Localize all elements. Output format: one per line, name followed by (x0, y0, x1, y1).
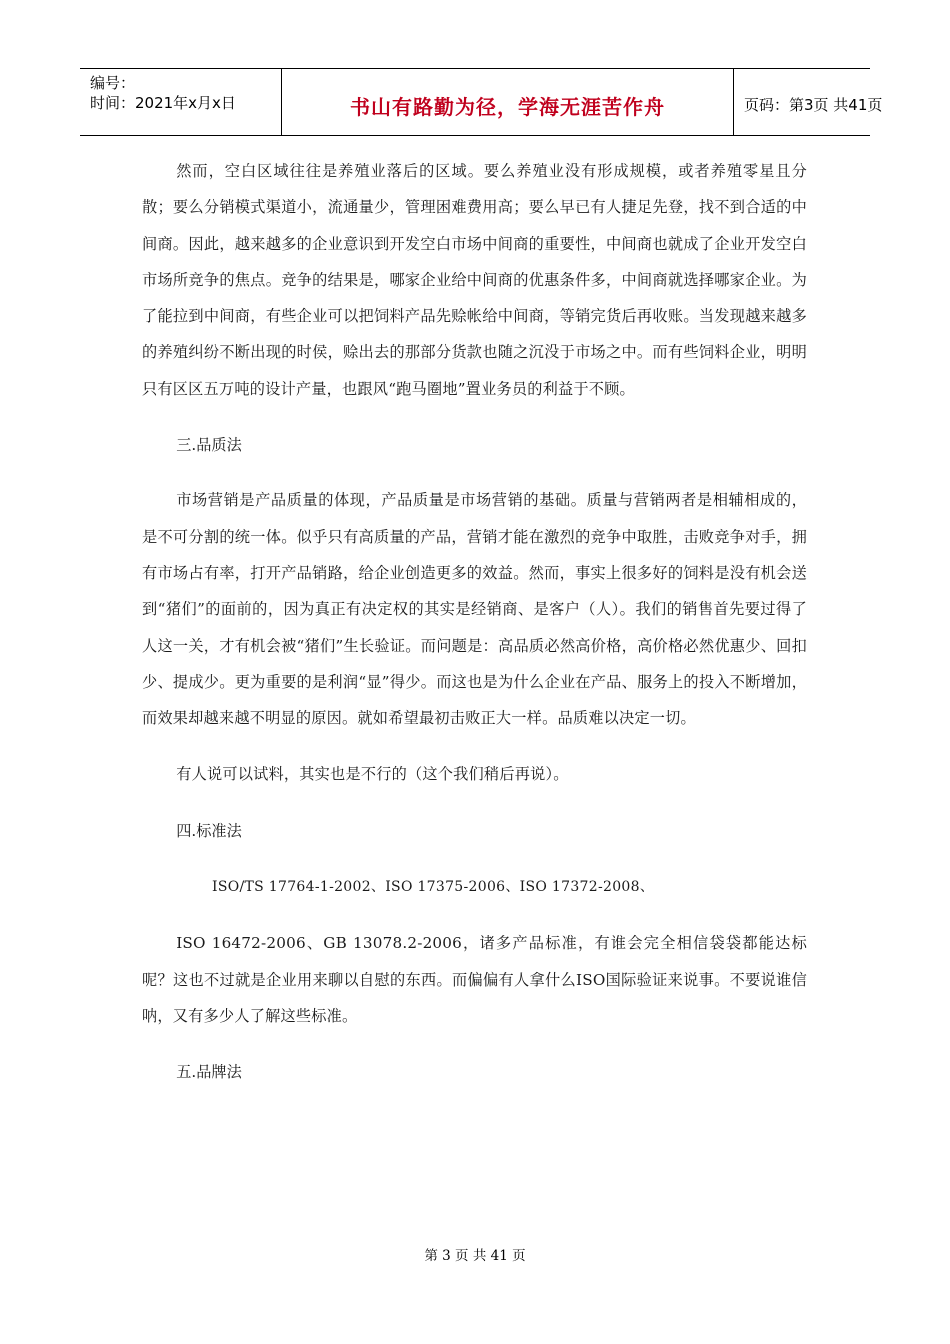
page-footer: 第 3 页 共 41 页 (424, 1248, 526, 1264)
paragraph-quality: 市场营销是产品质量的体现，产品质量是市场营销的基础。质量与营销两者是相辅相成的，是不可分割的统一体。似乎只有高质量的产品，营销才能在激烈的竞争中取胜，击败竞争对手，拥有市场占有率，打开产品销路，给企业创造更多的效益。然而，事实上很多好的饲料是没有机会送到“猪们”的面前的，因为真正有决定权的其实是经销商、是客户（人）。我们的销售首先要过得了人这一关，才有机会被“猪们”生长验证。而问题是：高品质必然高价格，高价格必然优惠少、回扣少、提成少。更为重要的是利润“显”得少。而这也是为什么企业在产品、服务上的投入不断增加，而效果却越来越不明显的原因。就如希望最初击败正大一样。品质难以决定一切。 (142, 491, 807, 728)
paragraph-trial-feed: 有人说可以试料，其实也是不行的（这个我们稍后再说）。 (176, 765, 569, 784)
document-date: 时间：2021年x月x日 (90, 94, 236, 112)
section-heading-quality: 三.品质法 (176, 436, 242, 455)
paragraph-standards: ISO 16472-2006、GB 13078.2-2006，诸多产品标准，有谁会完全相信袋袋都能达标呢？这也不过就是企业用来聊以自慰的东西。而偏偏有人拿什么ISO国际验证来说事。不要说谁信呐，又有多少人了解这些标准。 (142, 934, 807, 1025)
section-heading-standard: 四.标准法 (176, 821, 242, 840)
section-heading-brand: 五.品牌法 (176, 1063, 242, 1082)
header-motto-cell (282, 69, 734, 135)
paragraph-iso-list: ISO/TS 17764-1-2002、ISO 17375-2006、ISO 17372-2008、 (212, 879, 655, 896)
page-header (80, 68, 883, 136)
header-page-cell (734, 69, 883, 135)
header-motto: 书山有路勤为径，学海无涯苦作舟 (350, 95, 665, 119)
document-number-label: 编号： (90, 74, 136, 92)
header-page-info: 页码：第3页 共41页 (744, 96, 883, 114)
document-body (142, 153, 807, 1091)
header-meta-cell (80, 69, 282, 135)
paragraph-blank-area: 然而，空白区域往往是养殖业落后的区域。要么养殖业没有形成规模，或者养殖零星且分散；要么分销模式渠道小，流通量少，管理困难费用高；要么早已有人捷足先登，找不到合适的中间商。因此，越来越多的企业意识到开发空白市场中间商的重要性，中间商也就成了企业开发空白市场所竞争的焦点。竞争的结果是，哪家企业给中间商的优惠条件多，中间商就选择哪家企业。为了能拉到中间商，有些企业可以把饲料产品先赊帐给中间商，等销完货后再收账。当发现越来越多的养殖纠纷不断出现的时侯，赊出去的那部分货款也随之沉没于市场之中。而有些饲料企业，明明只有区区五万吨的设计产量，也跟风“跑马圈地”置业务员的利益于不顾。 (142, 162, 807, 398)
